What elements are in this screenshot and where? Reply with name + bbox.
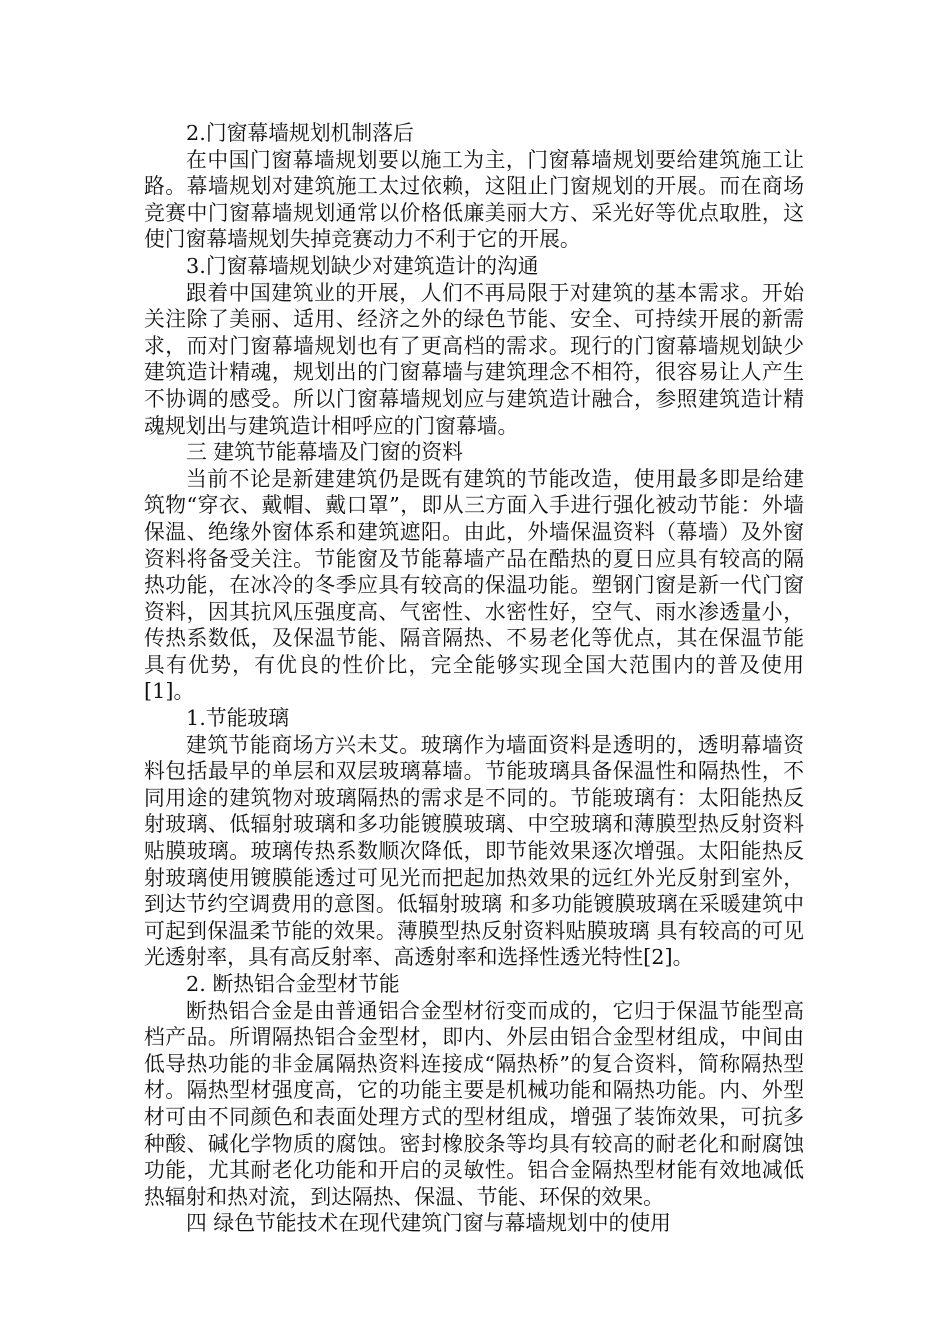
section-heading: 2.门窗幕墙规划机制落后 xyxy=(186,121,414,145)
body-paragraph: 建筑节能商场方兴未艾。玻璃作为墙面资料是透明的，透明幕墙资料包括最早的单层和双层玻璃幕墙。节能玻璃具备保温性和隔热性，不同用途的建筑物对玻璃隔热的需求是不同的。节能玻璃有：太阳能热反射玻璃、低辐射玻璃和多功能镀膜玻璃、中空玻璃和薄膜型热反射资料贴膜玻璃。玻璃传热系数顺次降低，即节能效果逐次增强。太阳能热反射玻璃使用镀膜能透过可见光而把起加热效果的远红外光反射到室外，到达节约空调费用的意图。低辐射玻璃 和多功能镀膜玻璃在采暖建筑中可起到保温柔节能的效果。薄膜型热反射资料贴膜玻璃 具有较高的可见光透射率，具有高反射率、高透射率和选择性透光特性[2]。 xyxy=(144,732,804,970)
body-paragraph: 在中国门窗幕墙规划要以施工为主，门窗幕墙规划要给建筑施工让路。幕墙规划对建筑施工太过依赖，这阻止门窗规划的开展。而在商场竞赛中门窗幕墙规划通常以价格低廉美丽大方、采光好等优点取胜，这使门窗幕墙规划失掉竞赛动力不利于它的开展。 xyxy=(144,147,804,252)
body-paragraph: 当前不论是新建建筑仍是既有建筑的节能改造，使用最多即是给建筑物“穿衣、戴帽、戴口罩”，即从三方面入手进行强化被动节能：外墙保温、绝缘外窗体系和建筑遮阳。由此，外墙保温资料（幕墙）及外窗资料将备受关注。节能窗及节能幕墙产品在酷热的夏日应具有较高的隔热功能，在冰冷的冬季应具有较高的保温功能。塑钢门窗是新一代门窗资料，因其抗风压强度高、气密性、水密性好，空气、雨水渗透量小，传热系数低，及保温节能、隔音隔热、不易老化等优点，其在保温节能具有优势，有优良的性价比，完全能够实现全国大范围内的普及使用[1]。 xyxy=(144,466,804,704)
chapter-heading: 四 绿色节能技术在现代建筑门窗与幕墙规划中的使用 xyxy=(186,1211,671,1236)
body-paragraph: 跟着中国建筑业的开展，人们不再局限于对建筑的基本需求。开始关注除了美丽、适用、经济之外的绿色节能、安全、可持续开展的新需求，而对门窗幕墙规划也有了更高档的需求。现行的门窗幕墙规划缺少建筑造计精魂，规划出的门窗幕墙与建筑理念不相符，很容易让人产生不协调的感受。所以门窗幕墙规划应与建筑造计融合，参照建筑造计精魂规划出与建筑造计相呼应的门窗幕墙。 xyxy=(144,280,804,438)
section-heading: 1.节能玻璃 xyxy=(186,706,290,731)
body-paragraph: 断热铝合金是由普通铝合金型材衍变而成的，它归于保温节能型高档产品。所谓隔热铝合金型材，即内、外层由铝合金型材组成，中间由低导热功能的非金属隔热资料连接成“隔热桥”的复合资料，简称隔热型材。隔热型材强度高，它的功能主要是机械功能和隔热功能。内、外型材可由不同颜色和表面处理方式的型材组成，增强了装饰效果，可抗多种酸、碱化学物质的腐蚀。密封橡胶条等均具有较高的耐老化和耐腐蚀功能，尤其耐老化功能和开启的灵敏性。铝合金隔热型材能有效地减低热辐射和热对流，到达隔热、保温、节能、环保的效果。 xyxy=(144,998,804,1209)
document-body xyxy=(144,120,804,1237)
section-heading: 2. 断热铝合金型材节能 xyxy=(186,972,400,996)
section-heading: 3.门窗幕墙规划缺少对建筑造计的沟通 xyxy=(186,253,539,278)
chapter-heading: 三 建筑节能幕墙及门窗的资料 xyxy=(186,440,463,465)
